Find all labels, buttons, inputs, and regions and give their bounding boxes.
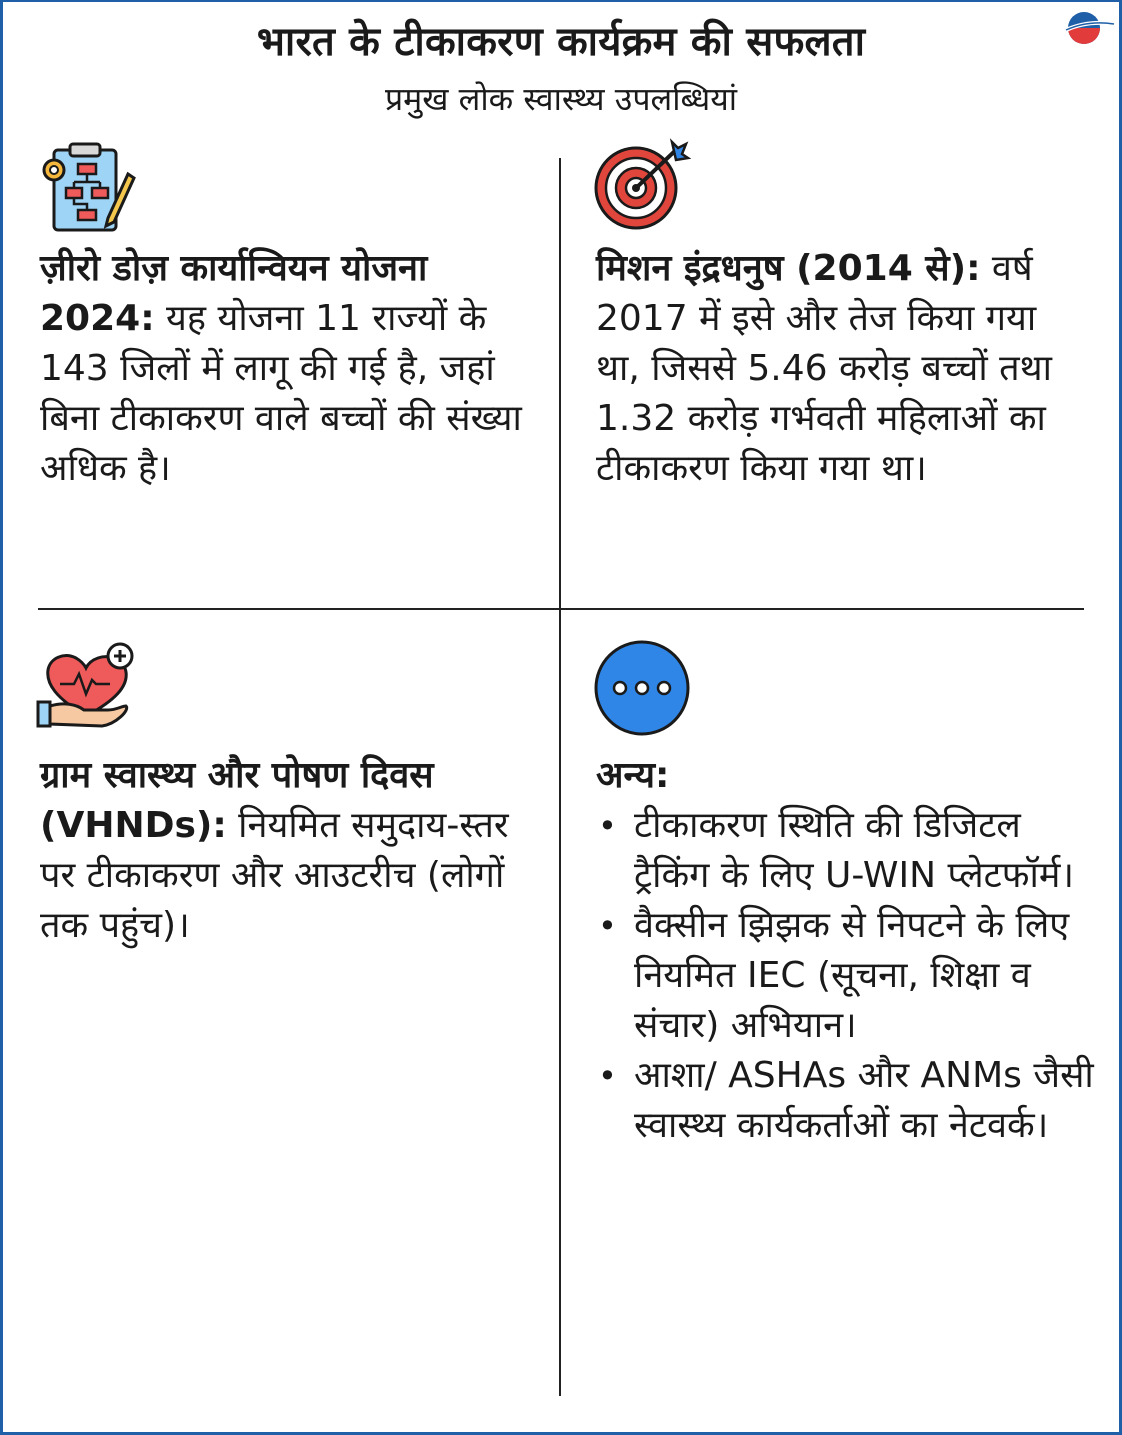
zero-dose-heading: ज़ीरो डोज़ कार्यान्वियन योजना 2024: — [40, 248, 428, 339]
vertical-divider — [559, 158, 561, 1396]
list-item — [596, 901, 1096, 1051]
target-icon — [592, 136, 692, 232]
list-item-text: टीकाकरण स्थिति की डिजिटल ट्रैकिंग के लिए U-WIN प्लेटफॉर्म। — [634, 805, 1075, 896]
bullet-icon: • — [598, 1057, 617, 1095]
list-item-text: आशा/ ASHAs और ANMs जैसी स्वास्थ्य कार्यकर्ताओं का नेटवर्क। — [634, 1055, 1094, 1146]
vhnd-heading: ग्राम स्वास्थ्य और पोषण दिवस (VHNDs): — [40, 755, 434, 846]
list-item-text: वैक्सीन झिझक से निपटने के लिए नियमित IEC (सूचना, शिक्षा व संचार) अभियान। — [634, 905, 1070, 1046]
mission-indradhanush-body: वर्ष 2017 में इसे और तेज किया गया था, जिससे 5.46 करोड़ बच्चों तथा 1.32 करोड़ गर्भवती महिलाओं का टीकाकरण किया गया था। — [596, 248, 1052, 489]
others-heading: अन्य: — [596, 755, 670, 796]
mission-indradhanush-text — [596, 244, 1082, 494]
list-item — [596, 1051, 1096, 1151]
bullet-icon: • — [598, 807, 617, 845]
zero-dose-body: यह योजना 11 राज्यों के 143 जिलों में लागू की गई है, जहां बिना टीकाकरण वाले बच्चों की संख्या अधिक है। — [40, 298, 522, 489]
more-options-icon — [592, 638, 692, 738]
heart-care-icon — [36, 640, 140, 732]
page-title: भारत के टीकाकरण कार्यक्रम की सफलता — [256, 19, 866, 65]
planning-clipboard-icon — [40, 140, 136, 236]
list-item — [596, 801, 1096, 901]
page-subtitle: प्रमुख लोक स्वास्थ्य उपलब्धियां — [384, 80, 738, 118]
others-list — [596, 801, 1096, 1151]
others-heading-wrap — [596, 751, 1086, 801]
bullet-icon: • — [598, 907, 617, 945]
zero-dose-text — [40, 244, 540, 494]
vhnd-text — [40, 751, 530, 951]
vhnd-body: नियमित समुदाय-स्तर पर टीकाकरण और आउटरीच (लोगों तक पहुंच)। — [40, 805, 509, 946]
mission-indradhanush-heading: मिशन इंद्रधनुष (2014 से): — [596, 248, 981, 289]
horizontal-divider — [38, 608, 1084, 610]
